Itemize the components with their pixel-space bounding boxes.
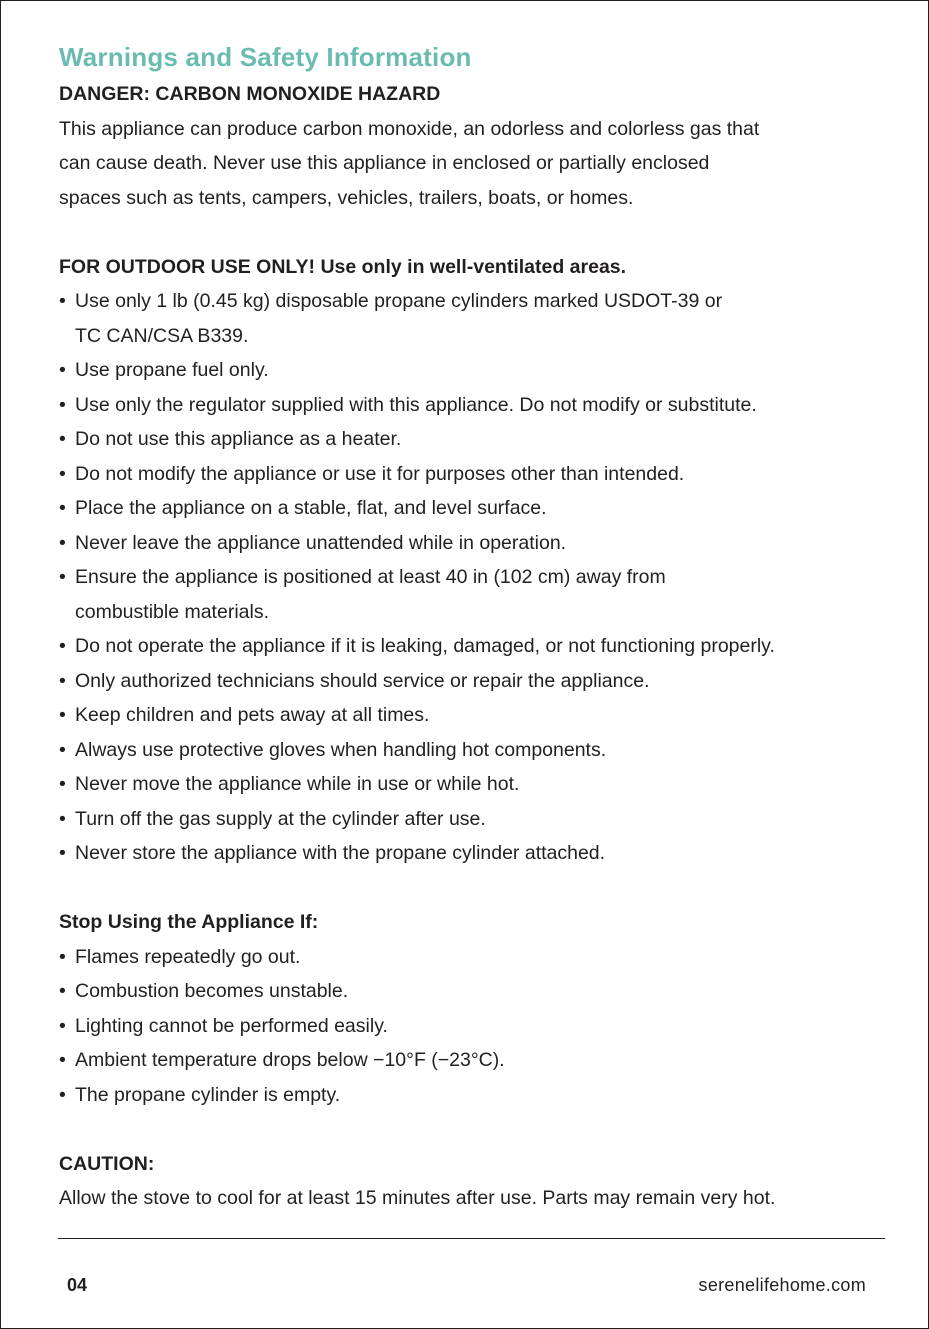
bullet-item <box>59 940 889 975</box>
bullet-item <box>59 802 889 837</box>
caution-heading: CAUTION: <box>59 1152 155 1175</box>
bullet-item <box>59 491 889 526</box>
bullet-dot-icon: • <box>59 566 66 588</box>
danger-text-line: This appliance can produce carbon monoxide, an odorless and colorless gas that <box>59 117 760 140</box>
bullet-dot-icon: • <box>59 462 66 485</box>
bullet-dot-icon: • <box>59 290 66 312</box>
danger-text-line: can cause death. Never use this appliance in enclosed or partially enclosed <box>59 152 710 174</box>
bullet-dot-icon: • <box>59 428 66 450</box>
danger-heading: DANGER: CARBON MONOXIDE HAZARD <box>59 83 441 105</box>
bullet-text: TC CAN/CSA B339. <box>75 324 249 347</box>
bullet-text: The propane cylinder is empty. <box>75 1083 341 1106</box>
section-spacer <box>59 215 889 250</box>
bullet-dot-icon: • <box>59 945 66 968</box>
bullet-text: Use propane fuel only. <box>75 359 269 381</box>
bullet-text: Ambient temperature drops below −10°F (−23°C). <box>75 1049 505 1071</box>
bullet-text: Never leave the appliance unattended while in operation. <box>75 531 567 554</box>
bullet-item <box>59 1009 889 1044</box>
bullet-item <box>59 664 889 699</box>
bullet-item <box>59 388 889 423</box>
stop-heading: Stop Using the Appliance If: <box>59 911 319 933</box>
bullet-dot-icon: • <box>59 669 66 692</box>
bullet-dot-icon: • <box>59 393 66 416</box>
bullet-dot-icon: • <box>59 773 66 795</box>
bullet-item <box>59 560 889 629</box>
danger-text-line: spaces such as tents, campers, vehicles, trailers, boats, or homes. <box>59 186 634 209</box>
bullet-dot-icon: • <box>59 635 66 657</box>
bullet-item <box>59 1043 889 1078</box>
bullet-text: Do not modify the appliance or use it for purposes other than intended. <box>75 462 685 485</box>
caution-section <box>59 1147 889 1216</box>
stop-bullet-list <box>59 940 889 1113</box>
page-number: 04 <box>67 1275 88 1295</box>
caution-text: Allow the stove to cool for at least 15 minutes after use. Parts may remain very hot. <box>59 1187 776 1209</box>
danger-text <box>59 112 889 216</box>
page-title: Warnings and Safety Information <box>59 42 472 72</box>
bullet-item <box>59 733 889 768</box>
bullet-item <box>59 457 889 492</box>
bullet-item <box>59 629 889 664</box>
bullet-dot-icon: • <box>59 980 66 1002</box>
bullet-text: Turn off the gas supply at the cylinder after use. <box>75 807 486 830</box>
bullet-dot-icon: • <box>59 704 66 726</box>
bullet-dot-icon: • <box>59 1083 66 1106</box>
bullet-item <box>59 698 889 733</box>
bullet-item <box>59 974 889 1009</box>
bullet-text: Flames repeatedly go out. <box>75 945 301 968</box>
bullet-item <box>59 284 889 353</box>
bullet-dot-icon: • <box>59 531 66 554</box>
bullet-item <box>59 526 889 561</box>
danger-section <box>59 77 889 215</box>
section-spacer <box>59 871 889 906</box>
bullet-text: Use only 1 lb (0.45 kg) disposable propane cylinders marked USDOT-39 or <box>75 290 723 312</box>
bullet-text: Never move the appliance while in use or while hot. <box>75 773 520 795</box>
bullet-dot-icon: • <box>59 807 66 830</box>
bullet-text: Only authorized technicians should service or repair the appliance. <box>75 669 650 692</box>
bullet-item <box>59 836 889 871</box>
page-content <box>59 41 889 1216</box>
bullet-text: Do not operate the appliance if it is leaking, damaged, or not functioning properly. <box>75 635 775 657</box>
stop-section <box>59 905 889 1112</box>
footer-website: serenelifehome.com <box>698 1275 866 1295</box>
bullet-text: Do not use this appliance as a heater. <box>75 428 402 450</box>
outdoor-bullet-list <box>59 284 889 871</box>
bullet-item <box>59 767 889 802</box>
bullet-text: Place the appliance on a stable, flat, and level surface. <box>75 497 547 519</box>
bullet-text: Ensure the appliance is positioned at least 40 in (102 cm) away from <box>75 566 666 588</box>
bullet-item <box>59 1078 889 1113</box>
bullet-text: Always use protective gloves when handling hot components. <box>75 738 607 761</box>
bullet-dot-icon: • <box>59 842 66 864</box>
bullet-dot-icon: • <box>59 497 66 519</box>
footer-divider <box>58 1238 885 1239</box>
bullet-dot-icon: • <box>59 738 66 761</box>
outdoor-section <box>59 250 889 871</box>
bullet-text: Combustion becomes unstable. <box>75 980 349 1002</box>
bullet-item <box>59 422 889 457</box>
outdoor-heading: FOR OUTDOOR USE ONLY! Use only in well-ventilated areas. <box>59 255 627 278</box>
bullet-text: Never store the appliance with the propane cylinder attached. <box>75 842 606 864</box>
bullet-item <box>59 353 889 388</box>
bullet-dot-icon: • <box>59 1049 66 1071</box>
bullet-text: Lighting cannot be performed easily. <box>75 1014 388 1037</box>
bullet-dot-icon: • <box>59 1014 66 1037</box>
section-spacer <box>59 1112 889 1147</box>
bullet-text: Use only the regulator supplied with this appliance. Do not modify or substitute. <box>75 393 757 416</box>
bullet-text: Keep children and pets away at all times. <box>75 704 430 726</box>
bullet-text: combustible materials. <box>75 600 269 623</box>
bullet-dot-icon: • <box>59 359 66 381</box>
